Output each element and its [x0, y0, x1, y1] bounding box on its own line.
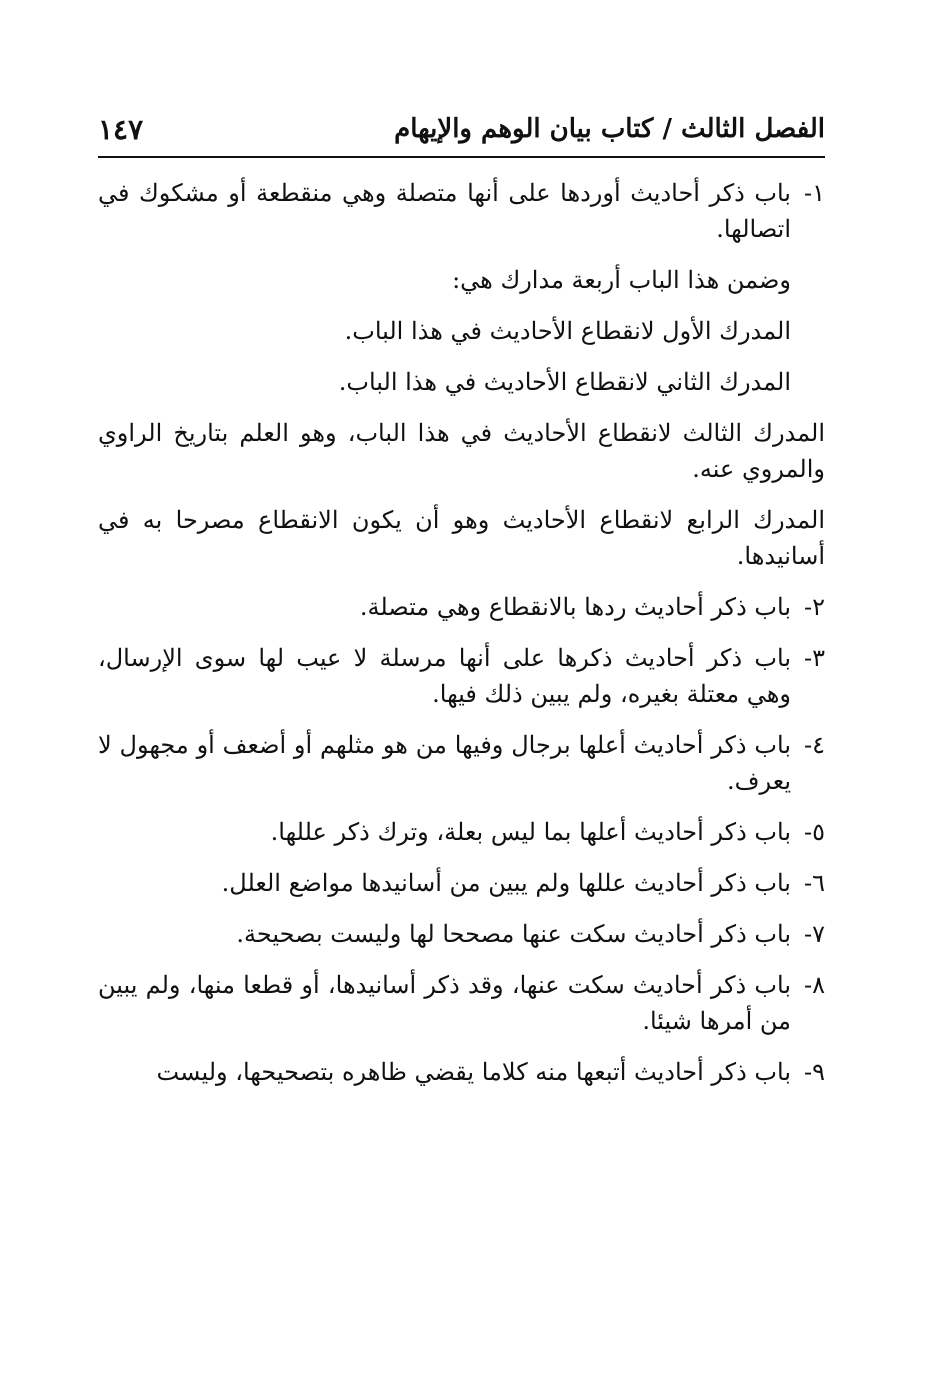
sub-paragraph-first [98, 313, 825, 349]
item-text: باب ذكر أحاديث أتبعها منه كلاما يقضي ظاهره بتصحيحها، وليست [156, 1058, 791, 1086]
item-text: باب ذكر أحاديث ردها بالانقطاع وهي متصلة. [359, 593, 791, 621]
list-item-8 [98, 967, 825, 1039]
item-number: ٦- [804, 869, 825, 897]
list-item-4 [98, 727, 825, 799]
item-text: المدرك الأول لانقطاع الأحاديث في هذا الباب. [344, 317, 791, 345]
item-text: المدرك الرابع لانقطاع الأحاديث وهو أن يكون الانقطاع مصرحا به في أسانيدها. [98, 506, 825, 570]
item-text: المدرك الثالث لانقطاع الأحاديث في هذا الباب، وهو العلم بتاريخ الراوي والمروي عنه. [98, 419, 825, 483]
list-item-1 [98, 175, 825, 247]
list-item-6 [98, 865, 825, 901]
sub-paragraph-intro [98, 262, 825, 298]
item-text: المدرك الثاني لانقطاع الأحاديث في هذا الباب. [338, 368, 791, 396]
item-number: ١- [804, 179, 825, 207]
sub-paragraph-fourth [98, 502, 825, 574]
body-text [98, 175, 825, 1105]
item-number: ٧- [804, 920, 825, 948]
item-number-spacer [791, 313, 825, 349]
item-number: ٥- [804, 818, 825, 846]
item-text: باب ذكر أحاديث ذكرها على أنها مرسلة لا عيب لها سوى الإرسال، وهي معتلة بغيره، ولم يبين ذلك فيها. [98, 644, 791, 708]
item-text: باب ذكر أحاديث عللها ولم يبين من أسانيدها مواضع العلل. [221, 869, 791, 897]
item-text: باب ذكر أحاديث أعلها بما ليس بعلة، وترك ذكر عللها. [270, 818, 791, 846]
item-text: باب ذكر أحاديث أعلها برجال وفيها من هو مثلهم أو أضعف أو مجهول لا يعرف. [98, 731, 791, 795]
item-number: ٣- [804, 644, 825, 672]
list-item-7 [98, 916, 825, 952]
list-item-9 [98, 1054, 825, 1090]
sub-paragraph-second [98, 364, 825, 400]
header-rule [98, 156, 825, 158]
item-text: باب ذكر أحاديث سكت عنها مصححا لها وليست بصحيحة. [236, 920, 791, 948]
item-number-spacer [791, 364, 825, 400]
item-text: باب ذكر أحاديث أوردها على أنها متصلة وهي منقطعة أو مشكوك في اتصالها. [98, 179, 791, 243]
item-text: باب ذكر أحاديث سكت عنها، وقد ذكر أسانيدها، أو قطعا منها، ولم يبين من أمرها شيئا. [98, 971, 791, 1035]
running-title: الفصل الثالث / كتاب بيان الوهم والإيهام [394, 114, 825, 144]
list-item-2 [98, 589, 825, 625]
list-item-3 [98, 640, 825, 712]
sub-paragraph-third [98, 415, 825, 487]
item-number: ٤- [804, 731, 825, 759]
item-number-spacer [791, 262, 825, 298]
item-number: ٩- [804, 1058, 825, 1086]
item-text: وضمن هذا الباب أربعة مدارك هي: [452, 266, 791, 294]
item-number: ٢- [804, 593, 825, 621]
list-item-5 [98, 814, 825, 850]
item-number: ٨- [804, 971, 825, 999]
page-header [98, 106, 825, 152]
page-number: ١٤٧ [98, 112, 144, 146]
